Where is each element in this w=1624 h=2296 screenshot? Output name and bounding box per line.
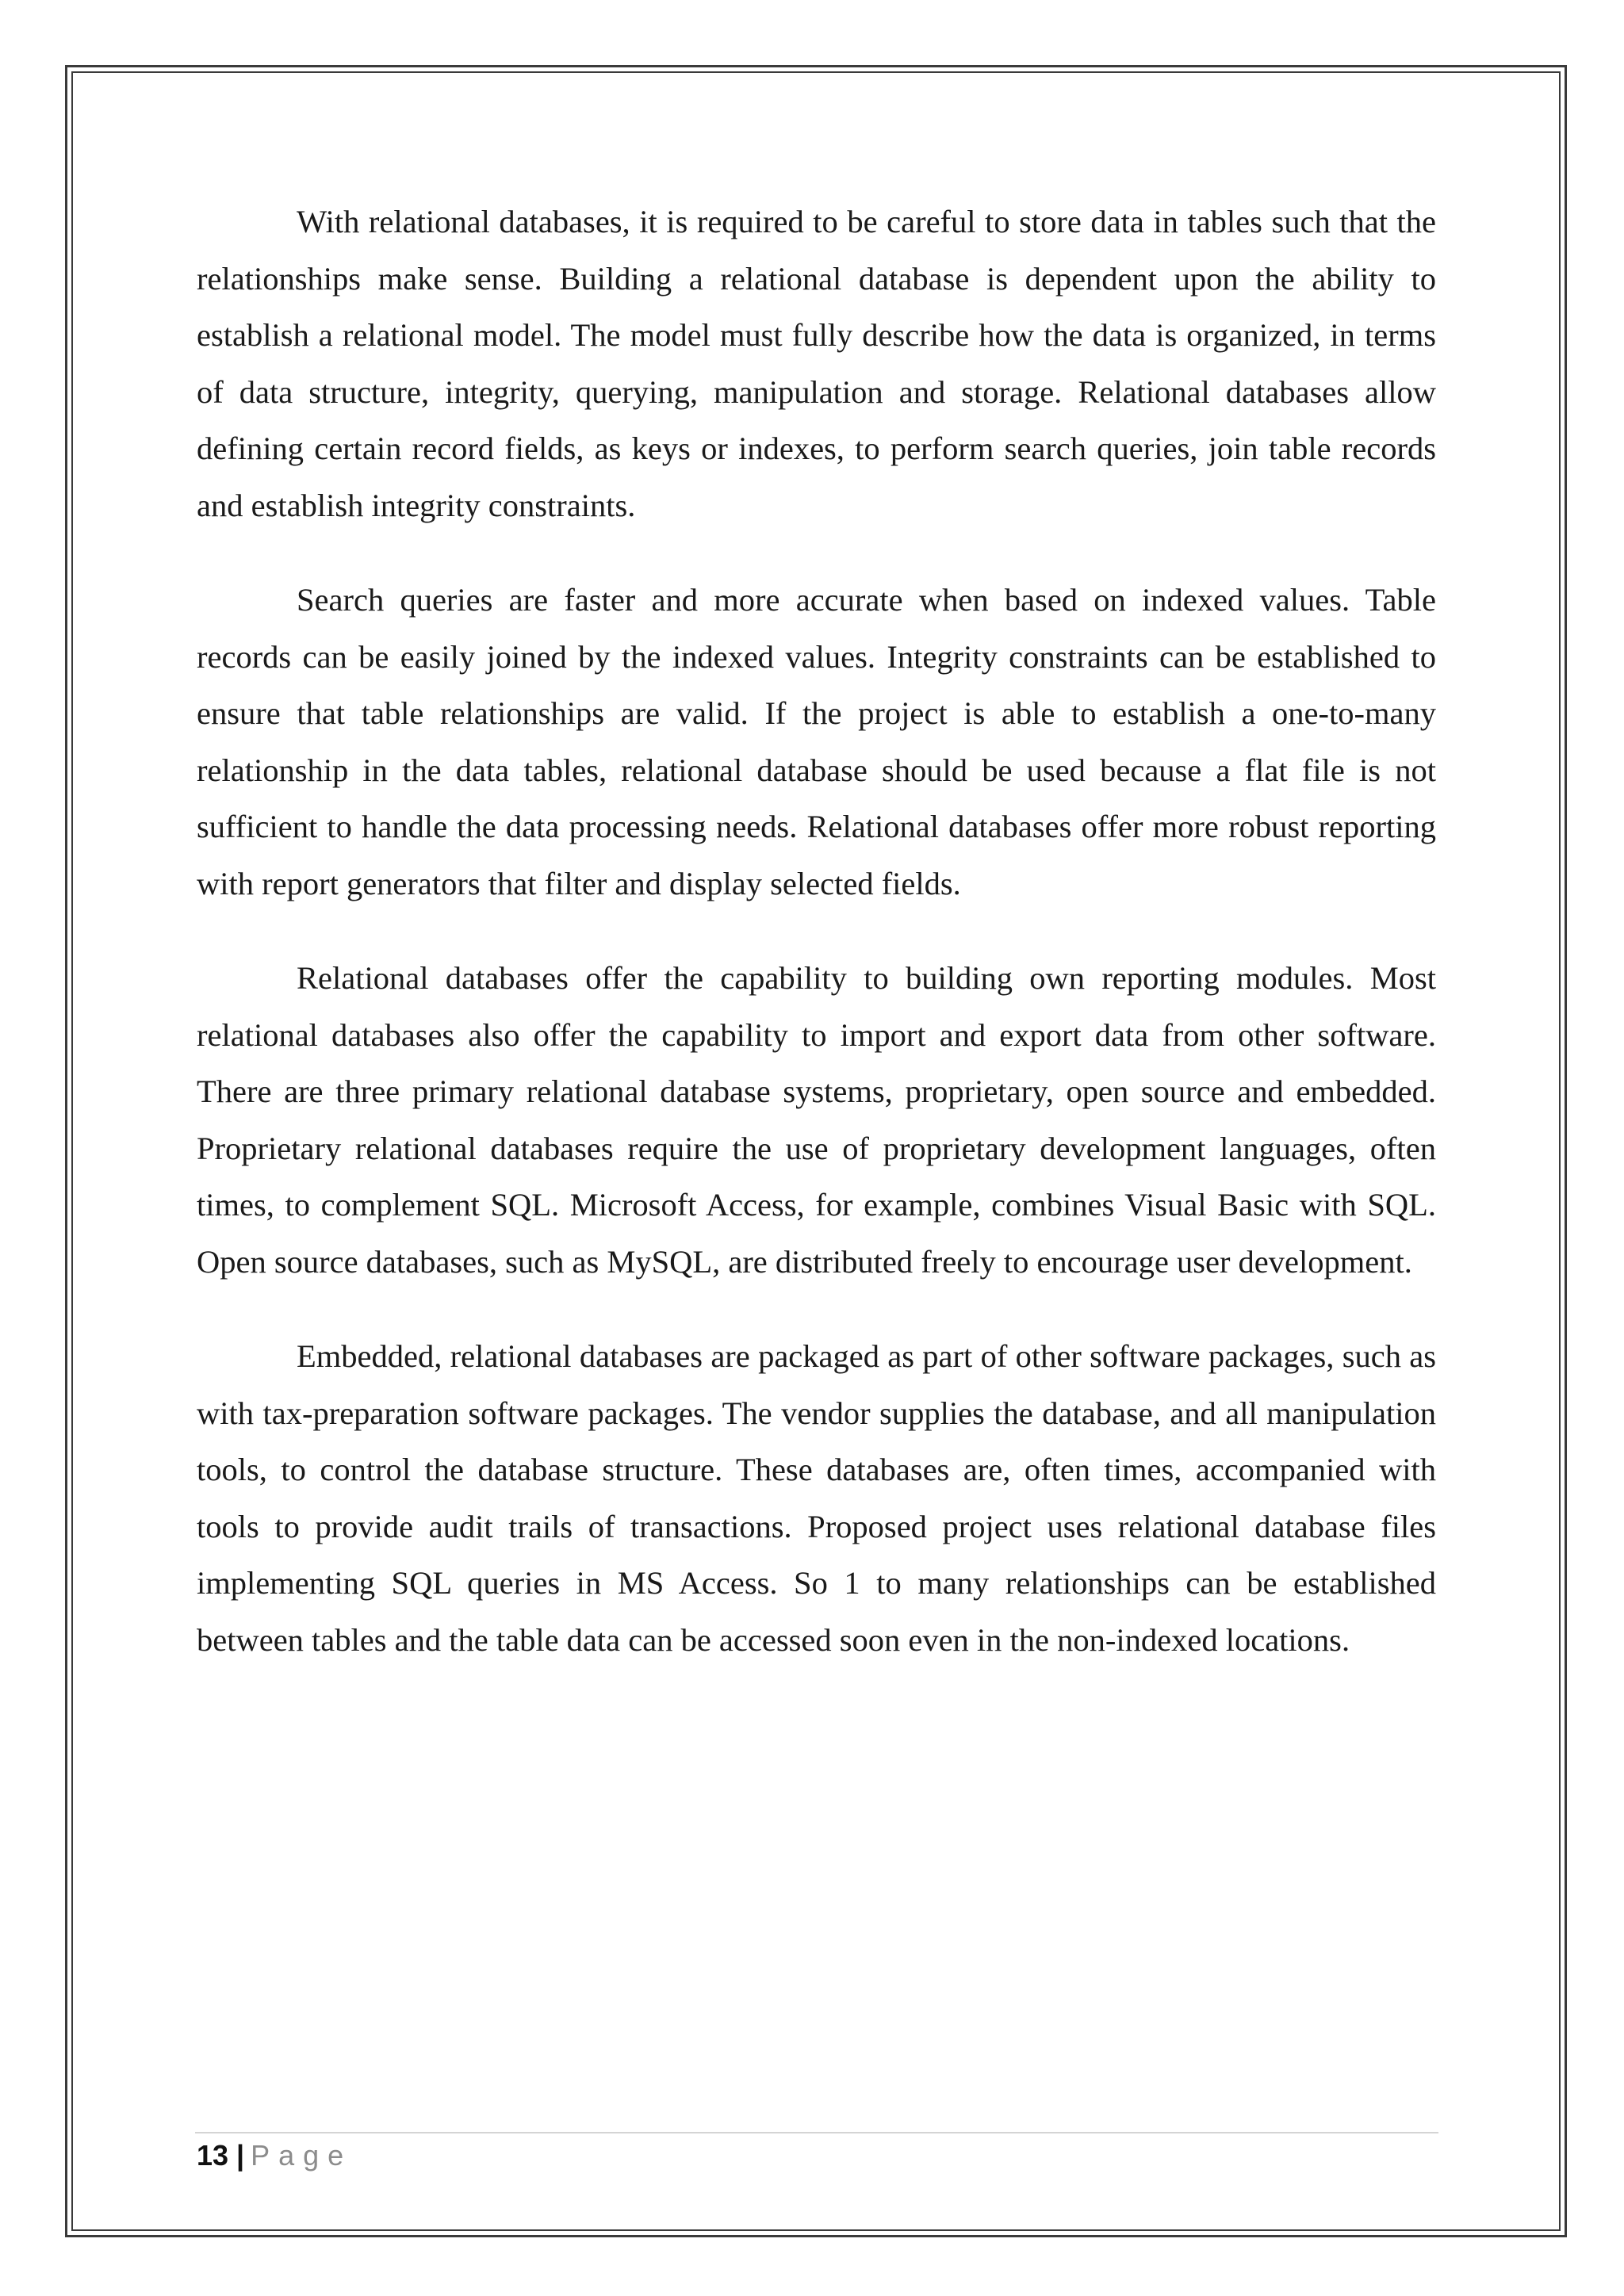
paragraph-2: Search queries are faster and more accurate when based on indexed values. Table records can be easily joined by the indexed values. Integrity constraints can be established to ensure that table relationships are valid. If the project is able to establish a one-to-many relationship in the data tables, relational database should be used because a flat file is not sufficient to handle the data processing needs. Relational databases offer more robust reporting with report generators that filter and display selected fields. <box>197 582 1436 901</box>
page-label: Page <box>251 2139 353 2172</box>
paragraph-3: Relational databases offer the capability to building own reporting modules. Most relational databases also offer the capability to import and export data from other software. There are three primary relational database systems, proprietary, open source and embedded. Proprietary relational databases require the use of proprietary development languages, often times, to complement SQL. Microsoft Access, for example, combines Visual Basic with SQL. Open source databases, such as MySQL, are distributed freely to encourage user development. <box>197 960 1436 1280</box>
document-body <box>197 193 1436 1706</box>
footer-divider <box>195 2132 1438 2133</box>
page-separator: | <box>236 2139 245 2172</box>
paragraph-4: Embedded, relational databases are packaged as part of other software packages, such as with tax-preparation software packages. The vendor supplies the database, and all manipulation tools, to control the database structure. These databases are, often times, accompanied with tools to provide audit trails of transactions. Proposed project uses relational database files implementing SQL queries in MS Access. So 1 to many relationships can be established between tables and the table data can be accessed soon even in the non-indexed locations. <box>197 1338 1436 1658</box>
page-footer <box>197 2137 352 2175</box>
page-number: 13 <box>197 2139 229 2172</box>
paragraph-1: With relational databases, it is required to be careful to store data in tables such that the relationships make sense. Building a relational database is dependent upon the ability to establish a relational model. The model must fully describe how the data is organized, in terms of data structure, integrity, querying, manipulation and storage. Relational databases allow defining certain record fields, as keys or indexes, to perform search queries, join table records and establish integrity constraints. <box>197 204 1436 523</box>
